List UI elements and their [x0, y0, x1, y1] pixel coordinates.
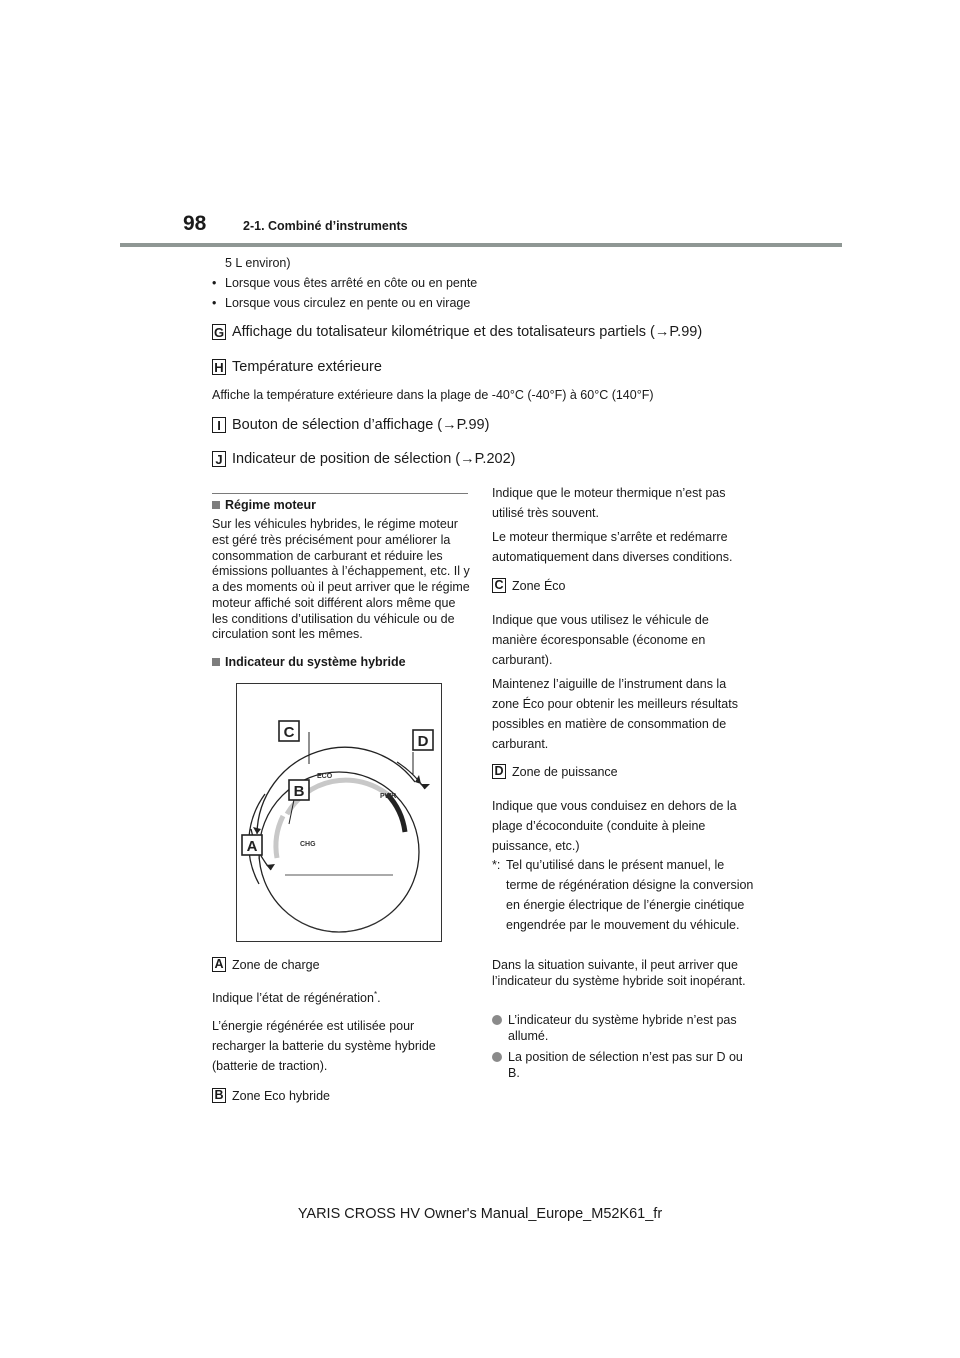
pwr-label: PWR: [380, 793, 397, 800]
item-text: Zone de puissance: [512, 764, 618, 779]
square-bullet-icon: [212, 658, 220, 666]
svg-text:C: C: [283, 724, 295, 741]
label-box: A: [212, 957, 226, 972]
item-a: [212, 957, 320, 972]
item-text: Affichage du totalisateur kilométrique et des totalisateurs partiels (→P.99): [232, 324, 703, 340]
circle-bullet-icon: [492, 1015, 502, 1025]
item-h: [212, 359, 382, 375]
heading-text: Indicateur du système hybride: [225, 655, 406, 669]
circle-bullet-icon: [492, 1052, 502, 1062]
list-item: [492, 1050, 754, 1082]
header-rule: [120, 243, 842, 247]
label-box: C: [492, 578, 506, 593]
c-paragraph-2: Maintenez l’aiguille de l’instrument dans la zone Éco pour obtenir les meilleurs résultats possibles en matière de consommation de carburant.: [492, 677, 738, 751]
item-text: Zone Eco hybride: [232, 1088, 330, 1103]
gauge-illustration: [237, 684, 441, 941]
heading-engine-speed: [212, 498, 316, 512]
label-box: I: [212, 417, 226, 433]
footnote-mark: *:: [492, 858, 501, 872]
label-box: H: [212, 359, 226, 375]
footer-text: YARIS CROSS HV Owner's Manual_Europe_M52K61_fr: [297, 1206, 663, 1222]
item-text: Bouton de sélection d’affichage (→P.99): [232, 417, 490, 433]
item-text: Zone de charge: [232, 957, 320, 972]
svg-text:B: B: [293, 783, 305, 800]
engine-speed-paragraph: Sur les véhicules hybrides, le régime moteur est géré très précisément pour améliorer la consommation de carburant et réduire les émissions polluantes à l’échappement, etc. Il y a des moments où il peut arriver que le régime moteur affiché soit différent alors même que les conditions d’utilisation du véhicule ou de circulation sont les mêmes.: [212, 517, 470, 642]
section-title: 2-1. Combiné d’instruments: [243, 219, 408, 233]
footnote-text: Tel qu’utilisé dans le présent manuel, le terme de régénération désigne la conversion en énergie électrique de l’énergie cinétique engendrée par le mouvement du véhicule.: [506, 858, 754, 932]
list-item-text: La position de sélection n’est pas sur D ou B.: [508, 1050, 743, 1080]
item-text: Température extérieure: [232, 359, 382, 375]
item-d: [492, 764, 618, 779]
chg-label: CHG: [300, 841, 316, 848]
item-i: [212, 417, 489, 433]
label-box: B: [212, 1088, 226, 1103]
heading-text: Régime moteur: [225, 498, 316, 512]
square-bullet-icon: [212, 501, 220, 509]
label-box: D: [492, 764, 506, 779]
d-paragraph: Indique que vous conduisez en dehors de la plage d’écoconduite (conduite à pleine puissance, etc.): [492, 799, 737, 853]
continued-text: 5 L environ): [225, 256, 291, 270]
list-item-text: L’indicateur du système hybride n’est pas allumé.: [508, 1013, 737, 1043]
a-para-text: Indique l’état de régénération: [212, 991, 374, 1005]
label-box: G: [213, 324, 225, 340]
svg-text:D: D: [417, 733, 429, 750]
list-item: [492, 1013, 754, 1045]
hybrid-indicator-figure: [236, 683, 442, 942]
item-b: [212, 1088, 330, 1103]
situation-paragraph: Dans la situation suivante, il peut arriver que l’indicateur du système hybride soit inopérant.: [492, 958, 746, 988]
bullet-item: • Lorsque vous êtes arrêté en côte ou en pente: [212, 276, 478, 290]
item-text: Zone Éco: [512, 578, 566, 593]
b-paragraph: Indique que le moteur thermique n’est pas utilisé très souvent.: [492, 486, 726, 520]
footnote: [492, 855, 754, 935]
item-j: [212, 451, 515, 467]
charge-zone-arc: [276, 816, 283, 858]
heading-hybrid-indicator: [212, 655, 406, 669]
bullet-text: Lorsque vous circulez en pente ou en virage: [225, 296, 471, 310]
bullet-item: • Lorsque vous circulez en pente ou en virage: [212, 296, 471, 310]
a-para-end: .: [377, 991, 381, 1005]
label-box: J: [212, 451, 226, 467]
svg-text:A: A: [246, 838, 258, 855]
b-paragraph-2: Le moteur thermique s’arrête et redémarre automatiquement dans diverses conditions.: [492, 530, 733, 564]
footnote-mark: *: [373, 989, 378, 999]
item-c: [492, 578, 566, 593]
h-description: Affiche la température extérieure dans la plage de -40°C (-40°F) à 60°C (140°F): [212, 388, 654, 402]
eco-label: ECO: [317, 773, 333, 780]
a-paragraph-2: L’énergie régénérée est utilisée pour recharger la batterie du système hybride (batterie de traction).: [212, 1019, 436, 1073]
column-rule: [212, 493, 468, 494]
c-paragraph-1: Indique que vous utilisez le véhicule de manière écoresponsable (économe en carburant).: [492, 613, 709, 667]
bullet-text: Lorsque vous êtes arrêté en côte ou en pente: [225, 276, 478, 290]
a-paragraph-1: [212, 988, 468, 1008]
item-text: Indicateur de position de sélection (→P.202): [232, 451, 516, 467]
page-number: 98: [183, 212, 207, 235]
item-g: [212, 324, 702, 340]
